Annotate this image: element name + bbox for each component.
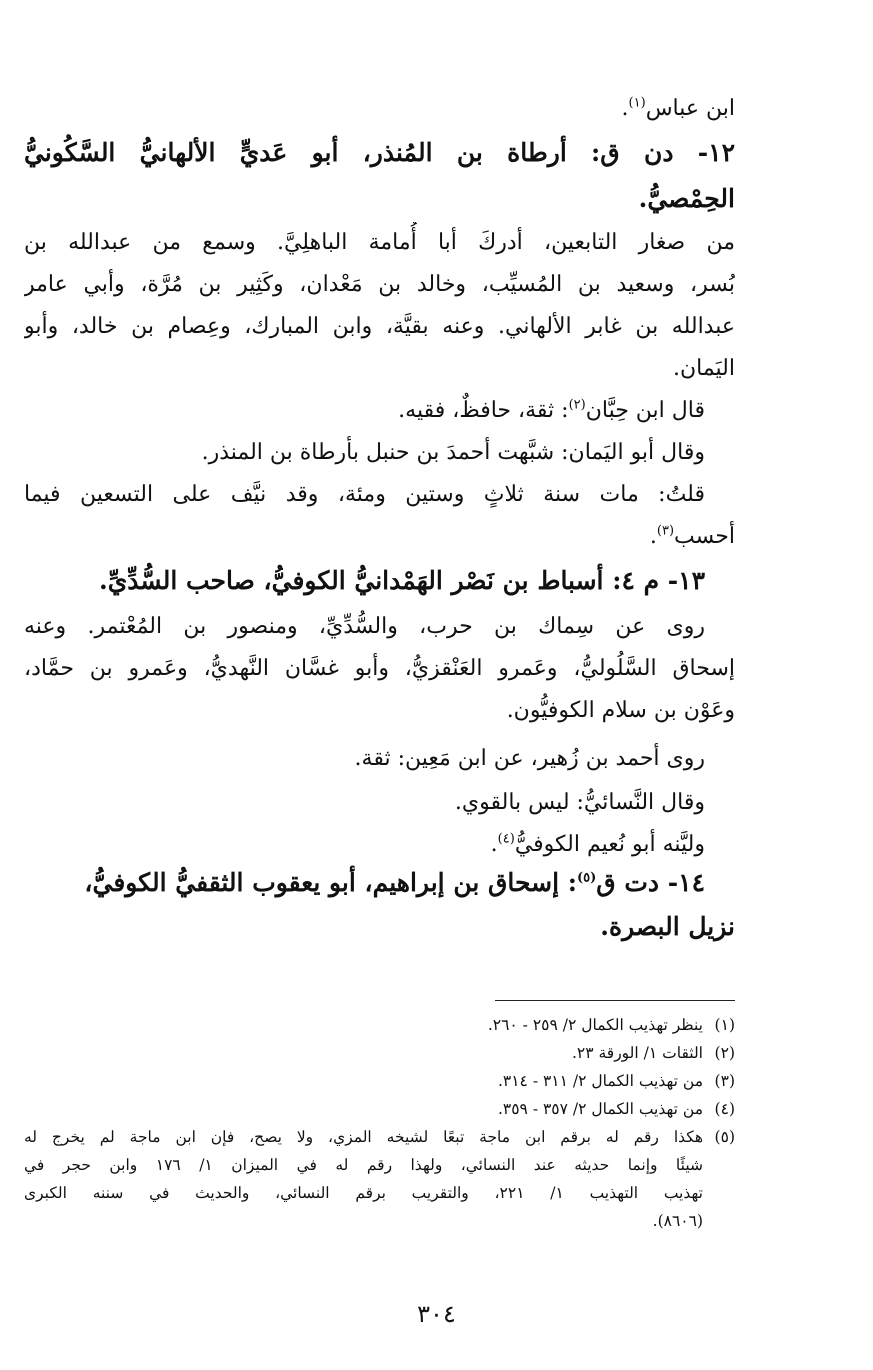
entry-14-heading: ١٤- دت ق$^{(٥)}$: إسحاق بن إبراهيم، أبو يعقوب الثقفيُّ الكوفيُّ، bbox=[84, 868, 705, 897]
body-line-15: وعَوْن بن سلام الكوفيُّون. bbox=[506, 698, 735, 723]
body-line-16: روى أحمد بن زُهير، عن ابن مَعِين: ثقة. bbox=[354, 746, 705, 771]
body-line-18: وليَّنه أبو نُعيم الكوفيُّ$^{(٤)}$. bbox=[490, 831, 705, 857]
footnote-2: (٢)الثقات ١/ الورقة ٢٣. bbox=[571, 1044, 735, 1062]
body-line-1: ابن عباس$^{(١)}$. bbox=[621, 95, 735, 121]
entry-12-heading: ١٢- دن ق: أرطاة بن المُنذر، أبو عَديٍّ الألهانيُّ السَّكُونيُّ bbox=[24, 138, 735, 167]
footnote-separator bbox=[495, 1000, 735, 1001]
entry-13-heading: ١٣- م ٤: أسباط بن نَصْر الهَمْدانيُّ الكوفيُّ، صاحب السُّدِّيِّ. bbox=[99, 566, 705, 595]
page-number: ٣٠٤ bbox=[417, 1300, 456, 1328]
body-line-8: قال ابن حِبَّان$^{(٢)}$: ثقة، حافظٌ، فقيه. bbox=[398, 397, 705, 423]
footnote-5: (٥)هكذا رقم له برقم ابن ماجة تبعًا لشيخه المزي، ولا يصح، فإن ابن ماجة لم يخرج له bbox=[24, 1128, 735, 1146]
body-line-10: قلتُ: مات سنة ثلاثٍ وستين ومئة، وقد نيَّف على التسعين فيما bbox=[24, 482, 705, 507]
footnote-5-cont-3: (٨٦٠٦). bbox=[652, 1212, 703, 1230]
footnote-5-cont-1: شيئًا وإنما حديثه عند النسائي، ولهذا رقم له في الميزان ١/ ١٧٦ وابن حجر في bbox=[24, 1156, 703, 1174]
body-line-5: بُسر، وسعيد بن المُسيِّب، وخالد بن مَعْدان، وكَثِير بن مُرَّة، وأبي عامر bbox=[24, 272, 735, 297]
body-line-14: إسحاق السَّلُوليُّ، وعَمرو العَنْقزيُّ، وأبو غسَّان النَّهديُّ، وعَمرو بن حمَّاد، bbox=[24, 656, 735, 681]
footnote-5-cont-2: تهذيب التهذيب ١/ ٢٢١، والتقريب برقم النسائي، والحديث في سننه الكبرى bbox=[24, 1184, 703, 1202]
body-line-6: عبدالله بن غابر الألهاني. وعنه بقيَّة، وابن المبارك، وعِصام بن خالد، وأبو bbox=[24, 314, 735, 339]
entry-14-heading-cont: نزيل البصرة. bbox=[600, 912, 735, 941]
footnote-1: (١)ينظر تهذيب الكمال ٢/ ٢٥٩ - ٢٦٠. bbox=[487, 1016, 735, 1034]
body-line-7: اليَمان. bbox=[672, 356, 735, 381]
body-line-11: أحسب$^{(٣)}$. bbox=[649, 523, 735, 549]
entry-12-heading-cont: الحِمْصيُّ. bbox=[638, 184, 735, 213]
body-line-17: وقال النَّسائيُّ: ليس بالقوي. bbox=[454, 790, 705, 815]
footnote-4: (٤)من تهذيب الكمال ٢/ ٣٥٧ - ٣٥٩. bbox=[497, 1100, 735, 1118]
body-line-4: من صغار التابعين، أدركَ أبا أُمامة الباهلِيَّ. وسمع من عبدالله بن bbox=[24, 230, 735, 255]
footnote-3: (٣)من تهذيب الكمال ٢/ ٣١١ - ٣١٤. bbox=[497, 1072, 735, 1090]
body-line-13: روى عن سِماك بن حرب، والسُّدِّيِّ، ومنصور بن المُعْتمر. وعنه bbox=[24, 614, 705, 639]
body-line-9: وقال أبو اليَمان: شبَّهت أحمدَ بن حنبل بأرطاة بن المنذر. bbox=[201, 440, 705, 465]
